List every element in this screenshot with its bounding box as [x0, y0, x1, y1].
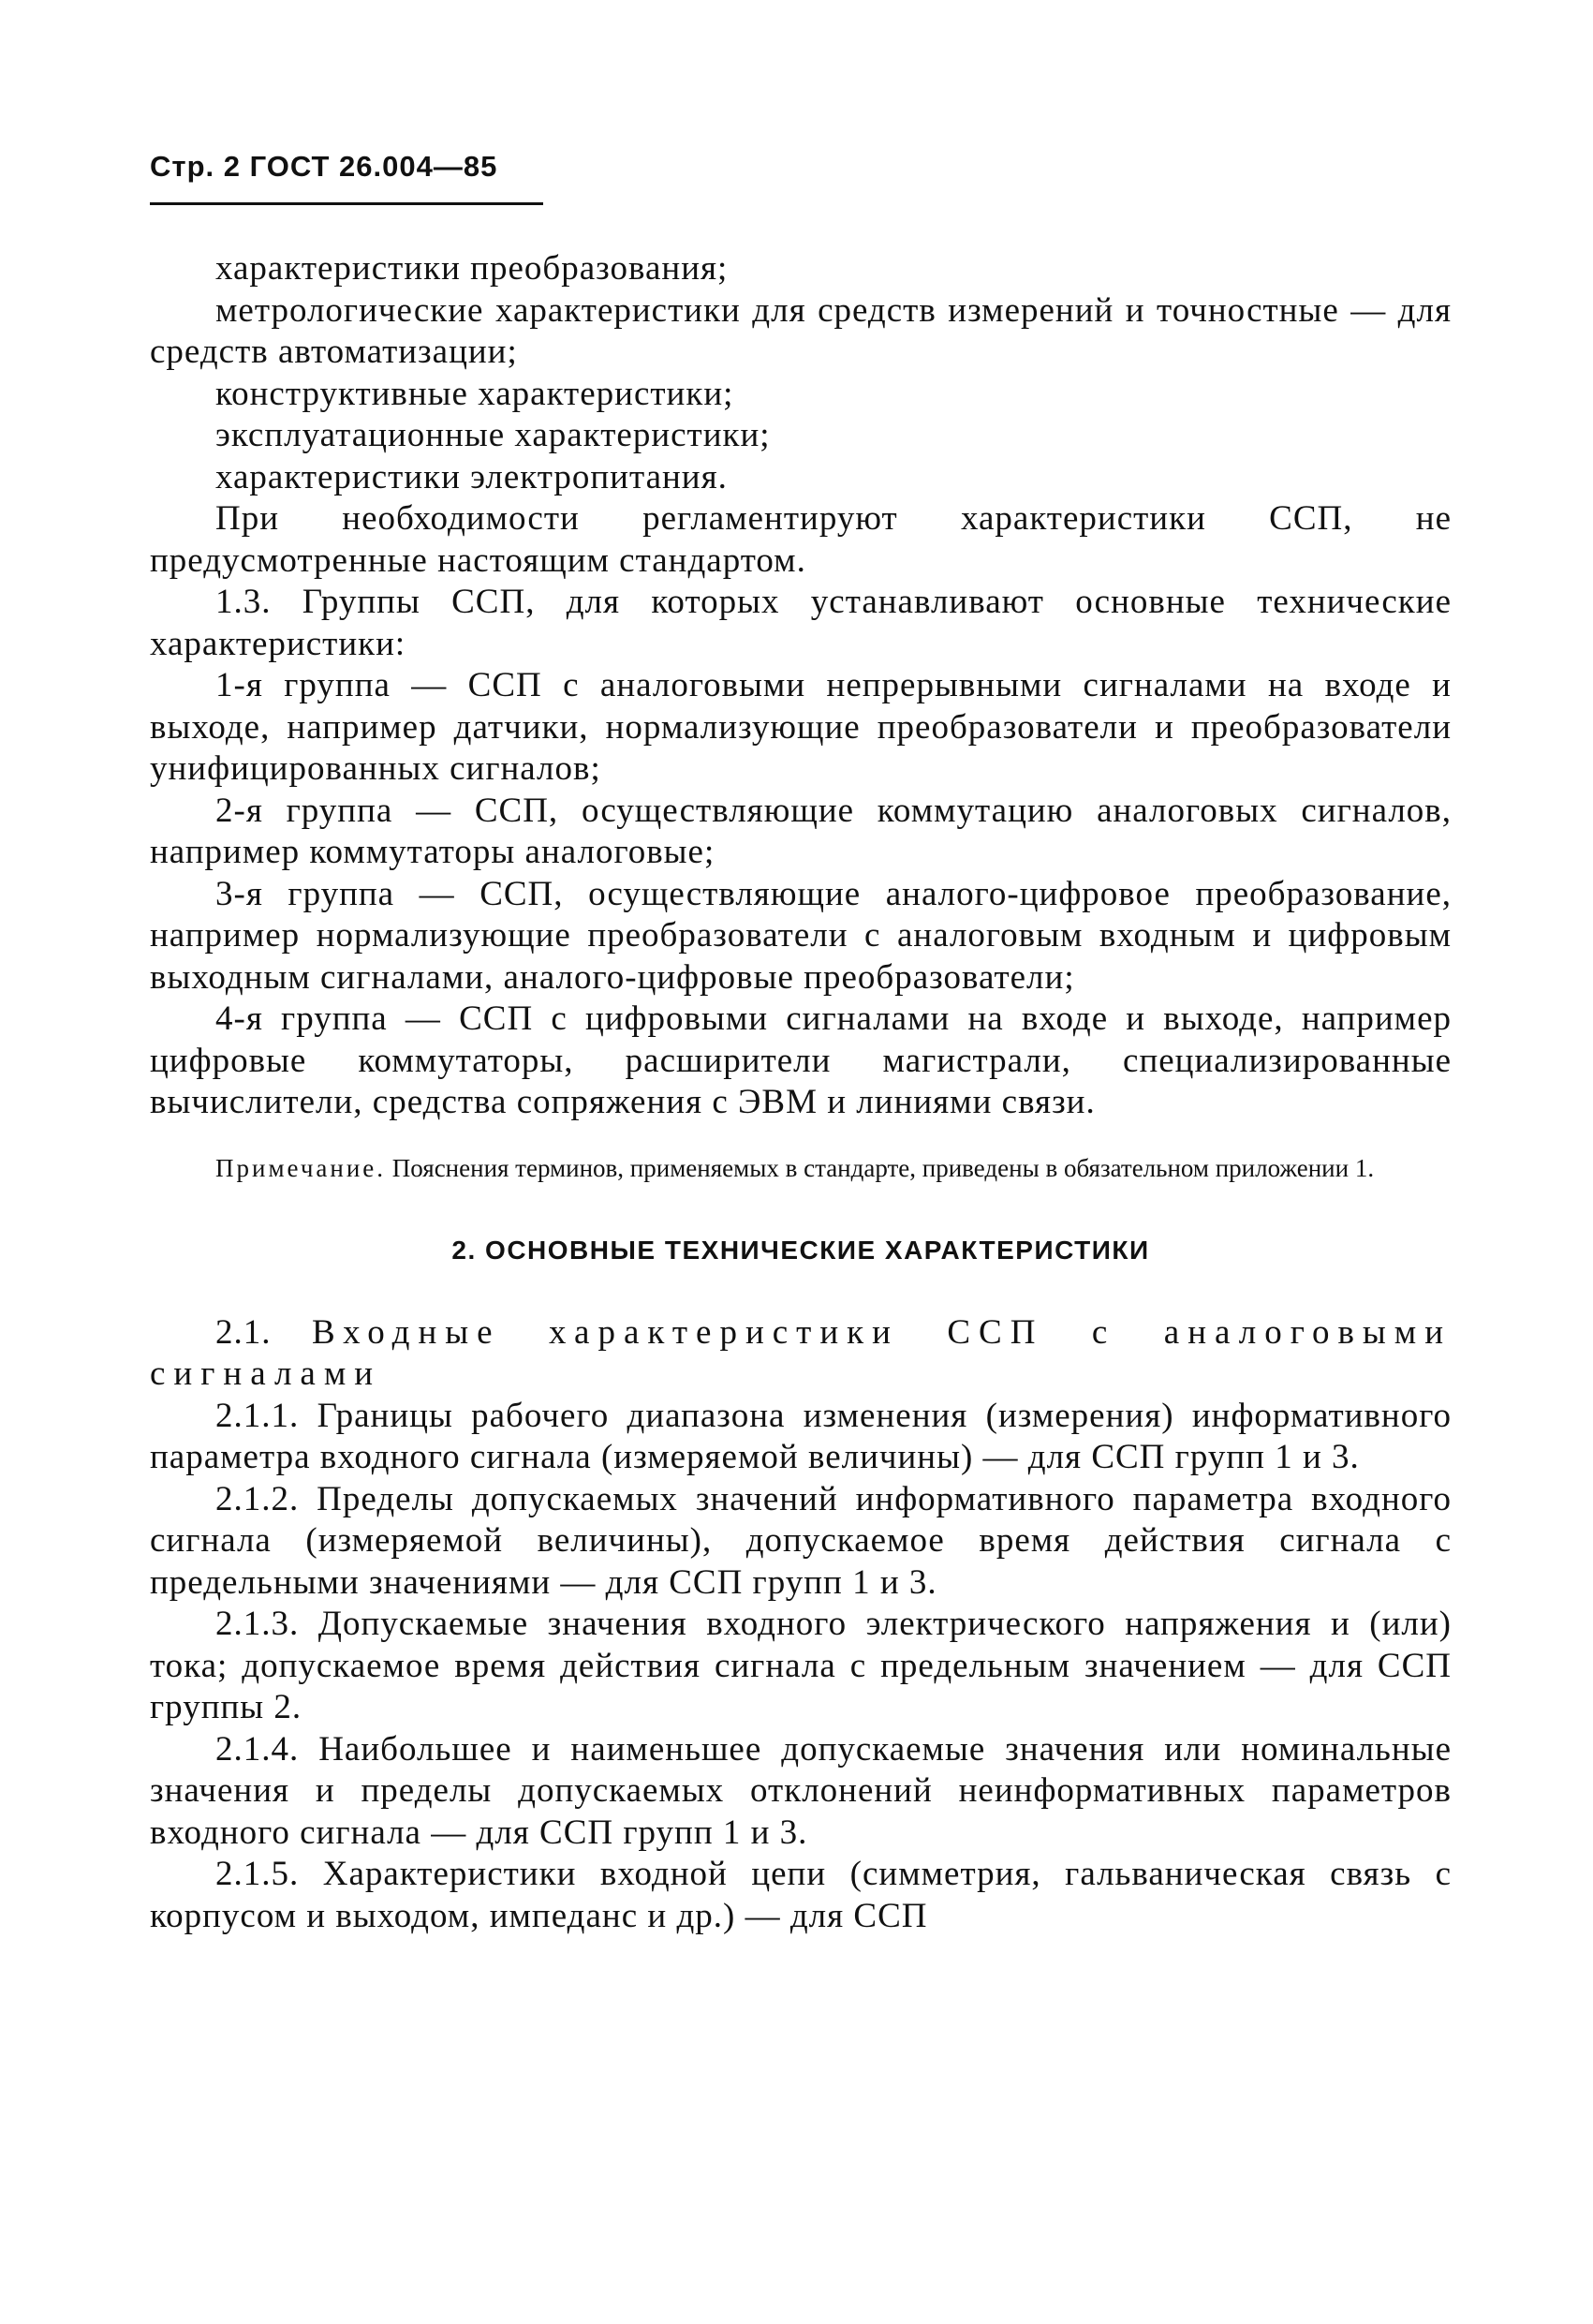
- clause-2-1-2: 2.1.2. Пределы допускаемых значений информативного параметра входного сигнала (измеряемой величины), допускаемое время действия сигнала с предельными значениями — для ССП групп 1 и 3.: [150, 1479, 1452, 1602]
- clause-2-1-3: 2.1.3. Допускаемые значения входного электрического напряжения и (или) тока; допускаемое время действия сигнала с предельным значением — для ССП группы 2.: [150, 1605, 1452, 1726]
- list-item: характеристики электропитания.: [215, 457, 728, 496]
- list-item: характеристики преобразования;: [215, 249, 729, 288]
- group-4-paragraph: 4-я группа — ССП с цифровыми сигналами на входе и выходе, например цифровые коммутаторы, расширители магистрали, специализированные вычислители, средства сопряжения с ЭВМ и линиями связи.: [150, 999, 1452, 1121]
- clause-2-1-5: 2.1.5. Характеристики входной цепи (симметрия, гальваническая связь с корпусом и выходом, импеданс и др.) — для ССП: [150, 1855, 1452, 1935]
- clause-2-1-4: 2.1.4. Наибольшее и наименьшее допускаемые значения или номинальные значения и пределы допускаемых отклонений неинформативных параметров входного сигнала — для ССП групп 1 и 3.: [150, 1729, 1452, 1852]
- characteristics-list: [150, 248, 1452, 1124]
- group-2-paragraph: 2-я группа — ССП, осуществляющие коммутацию аналоговых сигналов, например коммутаторы аналоговые;: [150, 791, 1452, 871]
- clause-2-1-number: 2.1.: [215, 1312, 272, 1352]
- note-lead: Примечание.: [215, 1153, 387, 1182]
- clause-2-1-title: Входные характеристики ССП с аналоговыми сигналами: [150, 1312, 1453, 1393]
- section-2-body: [150, 1312, 1452, 1938]
- note-text: Пояснения терминов, применяемых в стандарте, приведены в обязательном приложении 1.: [391, 1153, 1375, 1182]
- page-content: [150, 248, 1452, 1937]
- page-header: Стр. 2 ГОСТ 26.004—85: [150, 150, 543, 205]
- clause-2-1: [150, 1312, 1452, 1396]
- note: [150, 1152, 1452, 1184]
- group-3-paragraph: 3-я группа — ССП, осуществляющие аналого-цифровое преобразование, например нормализующие преобразователи с аналоговым входным и цифровым выходным сигналами, аналого-цифровые преобразователи;: [150, 874, 1452, 997]
- list-item: метрологические характеристики для средств измерений и точностные — для средств автоматизации;: [150, 290, 1452, 371]
- list-item: конструктивные характеристики;: [215, 374, 734, 413]
- clause-1-3: 1.3. Группы ССП, для которых устанавливают основные технические характеристики:: [150, 583, 1452, 663]
- group-1-paragraph: 1-я группа — ССП с аналоговыми непрерывными сигналами на входе и выходе, например датчики, нормализующие преобразователи и преобразователи унифицированных сигналов;: [150, 666, 1452, 788]
- document-page: [150, 150, 1452, 1937]
- regulation-paragraph: При необходимости регламентируют характеристики ССП, не предусмотренные настоящим стандартом.: [150, 499, 1452, 580]
- clause-2-1-1: 2.1.1. Границы рабочего диапазона изменения (измерения) информативного параметра входного сигнала (измеряемой величины) — для ССП групп 1 и 3.: [150, 1396, 1452, 1476]
- list-item: эксплуатационные характеристики;: [215, 416, 771, 454]
- section-2-title: 2. ОСНОВНЫЕ ТЕХНИЧЕСКИЕ ХАРАКТЕРИСТИКИ: [451, 1235, 1150, 1265]
